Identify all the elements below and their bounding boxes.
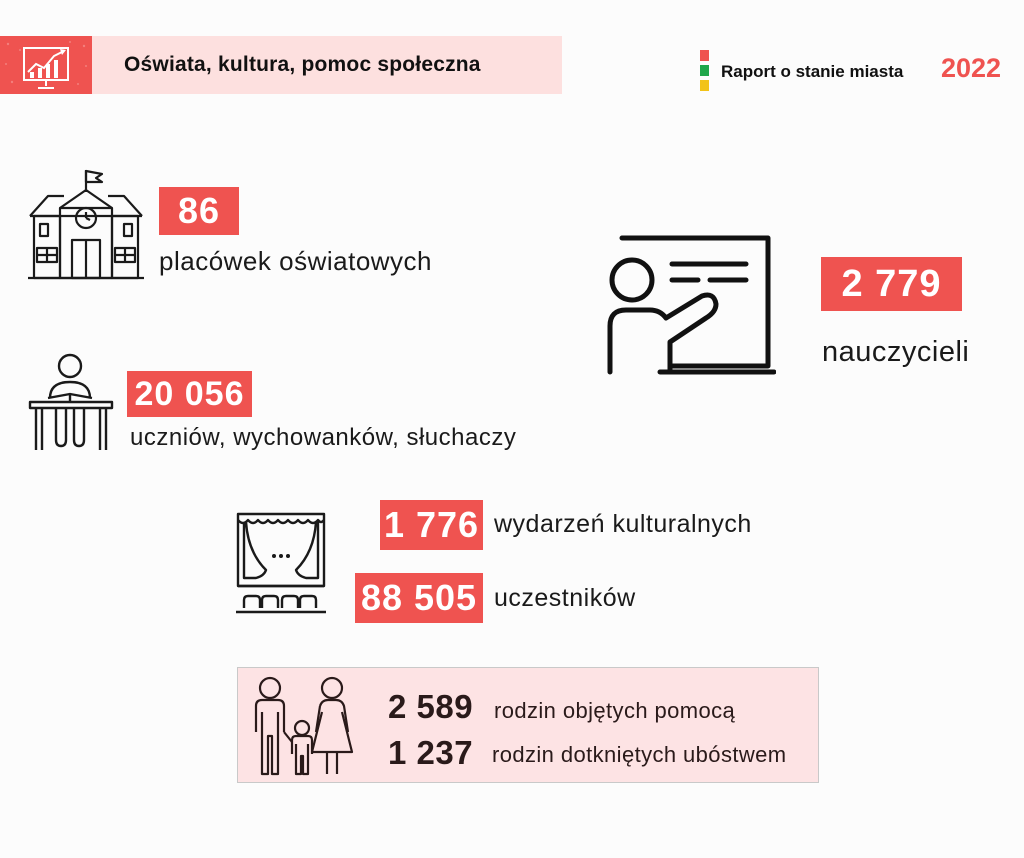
events-count: 1 776 [380, 500, 483, 550]
participants-count: 88 505 [355, 573, 483, 623]
participants-label: uczestników [494, 584, 636, 612]
school-building-icon [28, 168, 144, 280]
green-light [700, 65, 709, 76]
report-year: 2022 [941, 53, 1002, 83]
families-poverty-count: 1 237 [388, 734, 474, 771]
report-label: Raport o stanie miasta [721, 62, 904, 81]
family-icon [248, 676, 356, 776]
yellow-light [700, 80, 709, 91]
red-light [700, 50, 709, 61]
section-icon-box [0, 36, 92, 94]
events-label: wydarzeń kulturalnych [494, 510, 752, 538]
student-desk-icon [28, 352, 114, 452]
teacher-board-icon [606, 234, 776, 376]
schools-label: placówek oświatowych [159, 246, 433, 276]
chart-presentation-icon [0, 36, 92, 94]
students-count: 20 056 [127, 371, 252, 417]
teachers-label: nauczycieli [822, 336, 970, 368]
schools-count: 86 [159, 187, 239, 235]
theater-stage-icon [234, 512, 328, 616]
traffic-light-icon [700, 50, 709, 95]
families-poverty-label: rodzin dotkniętych ubóstwem [492, 742, 787, 767]
section-title: Oświata, kultura, pomoc społeczna [124, 53, 481, 76]
teachers-count: 2 779 [821, 257, 962, 311]
section-title-box [92, 36, 562, 94]
families-helped-label: rodzin objętych pomocą [494, 698, 736, 723]
social-help-panel [237, 667, 819, 783]
families-helped-count: 2 589 [388, 688, 474, 725]
students-label: uczniów, wychowanków, słuchaczy [130, 424, 517, 451]
